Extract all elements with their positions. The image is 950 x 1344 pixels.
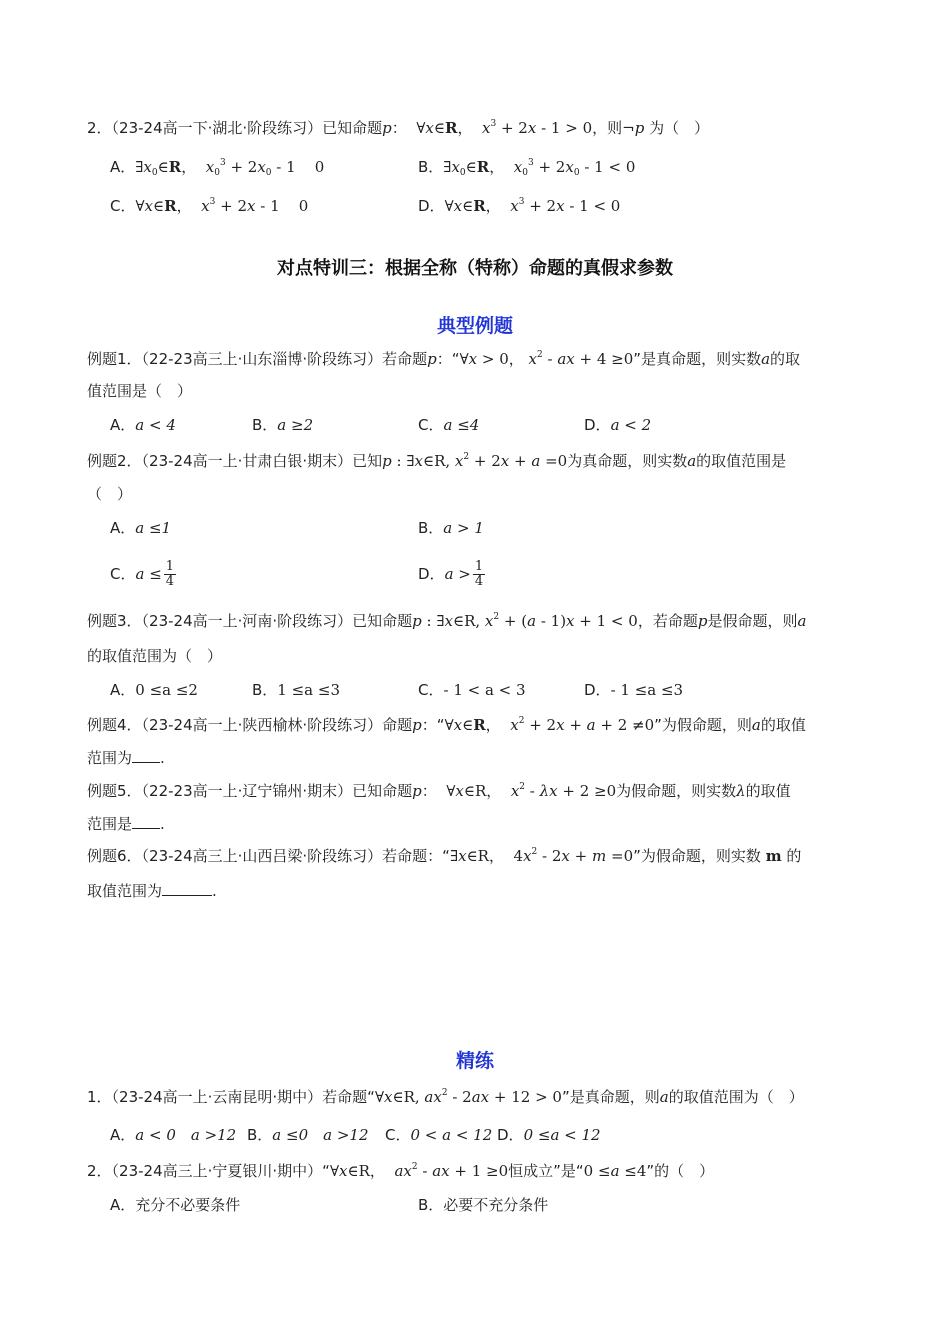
option-d: D．0 ≤a < 12 xyxy=(497,1126,601,1144)
option-d: D．- 1 ≤a ≤3 xyxy=(584,681,684,699)
example-2-stem: 例题2．（23-24高一上·甘肃白银·期末）已知p : ∃x∈R, $x^2 + 2x + a =0$为真命题，则实数a的取值范围是 xyxy=(87,452,787,470)
example-5-stem: 例题5．（22-23高一上·辽宁锦州·期末）已知命题p： ∀x∈R， $x^2 - \lambda x + 2 \ge 0$为假命题，则实数λ的取值 xyxy=(87,782,791,800)
option-b: B．a ≥2 xyxy=(252,416,314,434)
example-6-stem-line2: 取值范围为 . xyxy=(87,882,217,900)
option-b: B．$\exists x_0\in R$， $x_0^3 + 2x_0 - 1 < 0$ xyxy=(418,158,636,178)
example-6-stem: 例题6．（23-24高三上·山西吕梁·阶段练习）若命题：“∃x∈R， $4x^2 - 2x + m =0$”为假命题，则实数 m 的 xyxy=(87,847,802,865)
example-4-stem: 例题4．（23-24高一上·陕西榆林·阶段练习）命题p：“∀x∈R， $x^2 + 2x + a + 2 \ne 0$”为假命题，则a的取值 xyxy=(87,716,806,734)
option-b: B．必要不充分条件 xyxy=(418,1196,549,1214)
question-2-stem: 2．（23-24高一下·湖北·阶段练习）已知命题p： ∀x∈R， $x^3 + 2x - 1 > 0$，则¬p 为（ ） xyxy=(87,119,710,137)
answer-blank[interactable] xyxy=(132,814,160,829)
option-c: C．0 < a < 12 xyxy=(385,1126,493,1144)
example-3-stem-line2: 的取值范围为（ ） xyxy=(87,647,223,665)
option-d: D．a < 2 xyxy=(584,416,652,434)
practice-heading: 精练 xyxy=(455,1050,494,1072)
option-c: C．a ≤ $\frac{1}{4}$ xyxy=(110,559,175,589)
option-c: C．a ≤4 xyxy=(418,416,480,434)
typical-examples-heading: 典型例题 xyxy=(436,315,513,337)
option-a: A．0 ≤a ≤2 xyxy=(110,681,198,699)
example-1-stem: 例题1．（22-23高三上·山东淄博·阶段练习）若命题p：“∀x > 0， $x^2$ - ax + 4 ≥0”是真命题，则实数a的取 xyxy=(87,350,801,368)
option-c: C．∀x∈R， $x^3 + 2x - 1$ 0 xyxy=(110,197,309,215)
example-1-stem-line2: 值范围是（ ） xyxy=(87,382,193,400)
option-a: A．充分不必要条件 xyxy=(110,1196,241,1214)
practice-1-stem: 1．（23-24高一上·云南昆明·期中）若命题“∀x∈R, $ax^2 - 2ax + 12 > 0$”是真命题，则a的取值范围为（ ） xyxy=(87,1088,804,1106)
example-2-stem-line2: （ ） xyxy=(87,485,133,503)
section-title: 对点特训三：根据全称（特称）命题的真假求参数 xyxy=(277,258,673,279)
example-4-stem-line2: 范围为 . xyxy=(87,749,165,767)
option-d: D．∀x∈R， $x^3 + 2x - 1 < 0$ xyxy=(418,197,621,215)
option-b: B．a > 1 xyxy=(418,519,484,537)
option-a: A．a ≤1 xyxy=(110,519,172,537)
option-a: A．a < 0 a >12 xyxy=(110,1126,237,1144)
example-5-stem-line2: 范围是 . xyxy=(87,815,165,833)
option-b: B．1 ≤a ≤3 xyxy=(252,681,340,699)
answer-blank[interactable] xyxy=(132,748,160,763)
option-a: A．a < 4 xyxy=(110,416,176,434)
answer-blank[interactable] xyxy=(162,881,212,896)
option-d: D．a > $\frac{1}{4}$ xyxy=(418,559,484,589)
option-b: B．a ≤0 a >12 xyxy=(247,1126,369,1144)
practice-2-stem: 2．（23-24高三上·宁夏银川·期中）“∀x∈R， $ax^2$ - ax + 1 ≥0恒成立”是“0 ≤a ≤4”的（ ） xyxy=(87,1162,715,1180)
option-c: C．- 1 < a < 3 xyxy=(418,681,526,699)
example-3-stem: 例题3．（23-24高一上·河南·阶段练习）已知命题p : ∃x∈R, $x^2 + (a - 1)x + 1 < 0$，若命题p是假命题，则a xyxy=(87,612,807,630)
option-a: A．$\exists x_0\in R$， $x_0^3 + 2x_0 - 1$ 0 xyxy=(110,158,325,178)
